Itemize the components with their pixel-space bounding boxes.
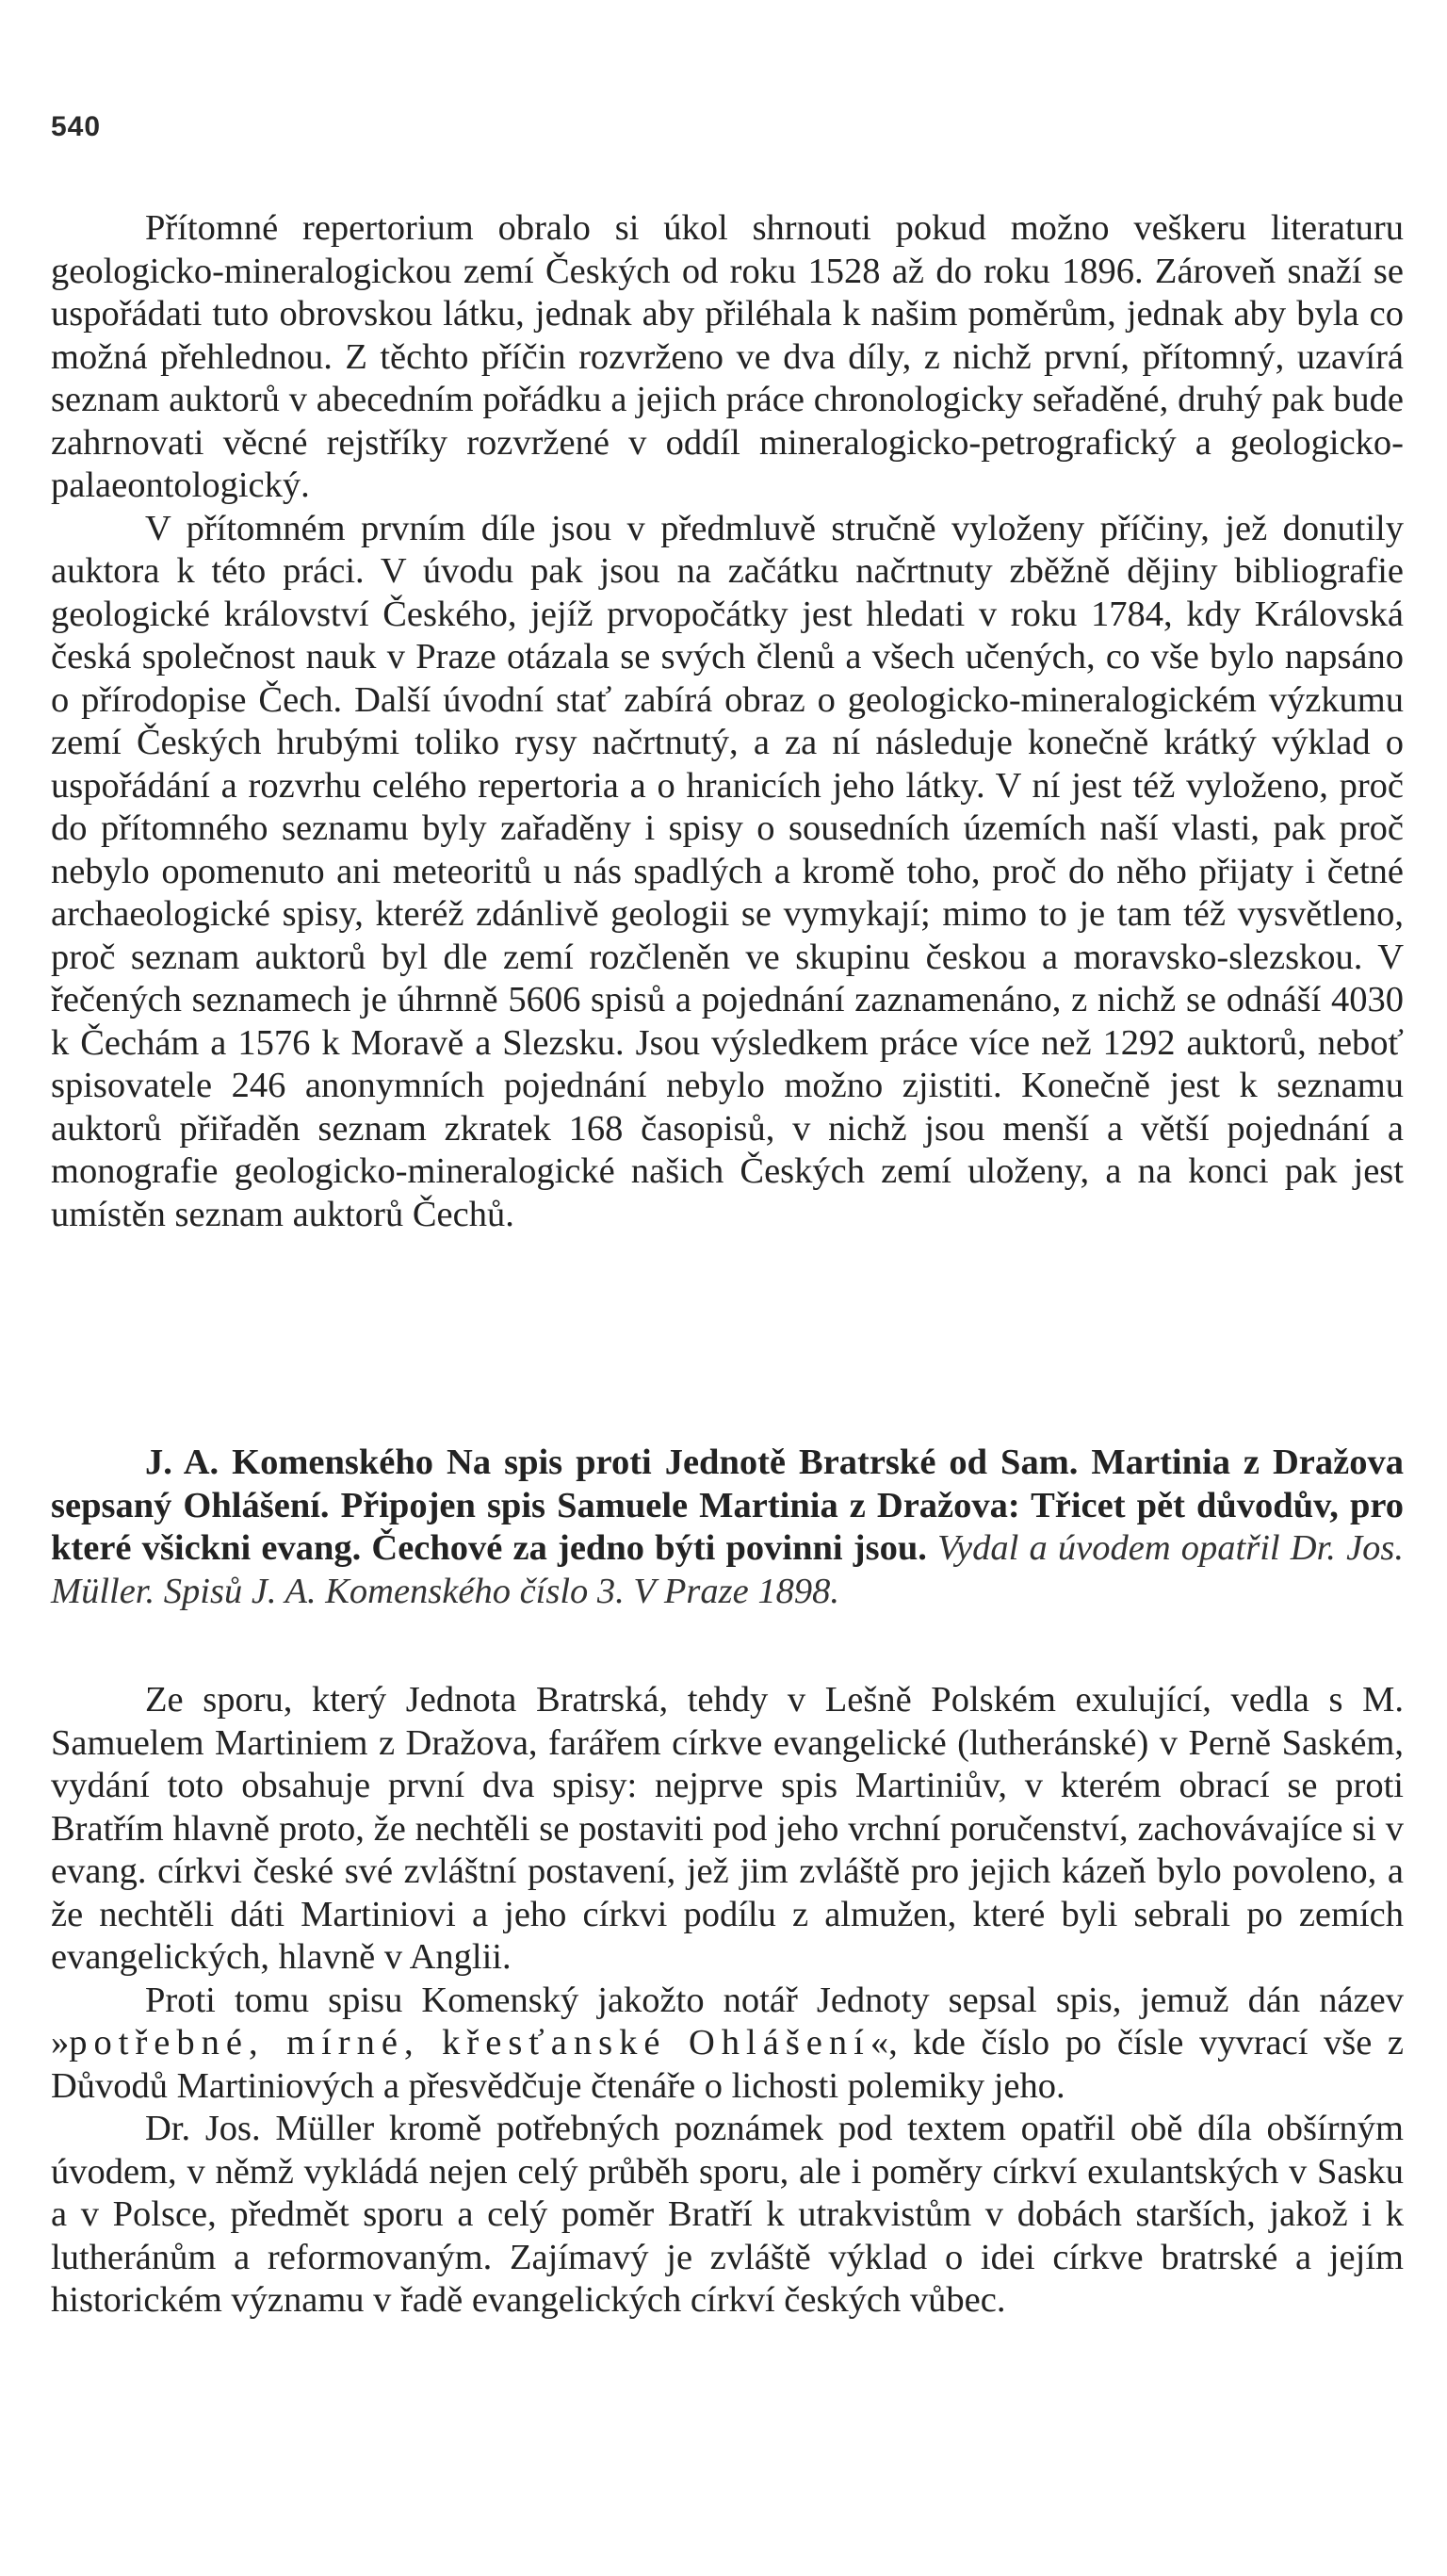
intro-paragraph-2: V přítomném prvním díle jsou v předmluvě stručně vyloženy příčiny, jež donutily auktora k této práci. V úvodu pak jsou na začátku načrtnuty zběžně dějiny bibliografie geologické království Českého, jejíž prvopočátky jest hledati v roku 1784, kdy Královská česká společnost nauk v Praze otázala se svých členů a všech učených, co vše bylo napsáno o přírodopise Čech. Další úvodní stať zabírá obraz o geologicko-mineralogickém výzkumu zemí Českých hrubými toliko rysy načrtnutý, a za ní následuje konečně krátký výklad o uspořádání a rozvrhu celého repertoria a o hranicích jeho látky. V ní jest též vyloženo, proč do přítomného seznamu byly zařaděny i spisy o sousedních územích naší vlasti, pak proč nebylo opomenuto ani meteoritů u nás spadlých a kromě toho, proč do něho přijaty i četné archaeologické spisy, kteréž zdánlivě geologii se vymykají; mimo to je tam též vysvětleno, proč seznam auktorů byl dle zemí rozčleněn ve skupinu českou a moravsko-slezskou. V řečených seznamech je úhrnně 5606 spisů a pojednání zaznamenáno, z nichž se odnáší 4030 k Čechám a 1576 k Moravě a Slezsku. Jsou výsledkem práce více než 1292 auktorů, neboť spisovatele 246 anonymních pojednání nebylo možno zjistiti. Konečně jest k seznamu auktorů přiřaděn seznam zkratek 168 časopisů, v nichž jsou menší a větší pojednání a monografie geologicko-mineralogické našich Českých zemí uloženy, a na konci pak jest umístěn seznam auktorů Čechů.	[51, 508, 1404, 1234]
intro-section	[51, 207, 1404, 1236]
intro-paragraph-1: Přítomné repertorium obralo si úkol shrnouti pokud možno veškeru literaturu geologicko-mineralogickou zemí Českých od roku 1528 až do roku 1896. Zároveň snaží se uspořádati tuto obrovskou látku, jednak aby přiléhala k našim poměrům, jednak aby byla co možná přehlednou. Z těchto příčin rozvrženo ve dva díly, z nichž první, přítomný, uzavírá seznam auktorů v abecedním pořádku a jejich práce chronologicky seřaděné, druhý pak bude zahrnovati věcné rejstříky rozvržené v oddíl mineralogicko-petrografický a geologicko-palaeontologický.	[51, 208, 1404, 505]
review-body	[51, 1679, 1404, 2323]
review-title: J. A. Komenského Na spis proti Jednotě Bratrské od Sam. Martinia z Dražova sepsaný Ohlášení. Připojen spis Samuele Martinia z Dražova: Třicet pět důvodův, pro které všickni evang. Čechové za jedno býti povinni jsou.	[51, 1443, 1404, 1568]
review-heading	[51, 1442, 1404, 1613]
review-imprint: Vydal a úvodem opatřil Dr. Jos. Müller. Spisů J. A. Komenského číslo 3. V Praze 1898.	[51, 1528, 1405, 1611]
review-paragraph-1: Ze sporu, který Jednota Bratrská, tehdy v Lešně Polském exulující, vedla s M. Samuelem Martiniem z Dražova, farářem církve evangelické (lutheránské) v Perně Saském, vydání toto obsahuje první dva spisy: nejprve spis Martiniův, v kterém obrací se proti Bratřím hlavně proto, že nechtěli se postaviti pod jeho vrchní poručenství, zachovávajíce si v evang. církvi české své zvláštní postavení, jež jim zvláště pro jejich kázeň bylo povoleno, a že nechtěli dáti Martiniovi a jeho církvi podílu z almužen, které byli sebrali po zemích evangelických, hlavně v Anglii.	[51, 1680, 1404, 1977]
review-paragraph-2	[51, 1980, 1404, 2109]
review-paragraph-2-start: Proti tomu spisu Komenský jakožto notář Jednoty sepsal spis, jemuž dán název »	[51, 1980, 1404, 2062]
review-paragraph-2-end: «, kde číslo po čísle vyvrací vše z Důvodů Martiniových a přesvědčuje čtenáře o lichosti polemiky jeho.	[51, 2023, 1404, 2106]
review-heading-block	[51, 1442, 1404, 1613]
spaced-title-ohlaseni: potřebné, mírné, křesťanské Ohlášení	[69, 2023, 870, 2062]
review-paragraph-3: Dr. Jos. Müller kromě potřebných poznámek pod textem opatřil obě díla obšírným úvodem, v němž vykládá nejen celý průběh sporu, ale i poměry církví exulantských v Sasku a v Polsce, předmět sporu a celý poměr Bratří k utrakvistům v dobách starších, jakož i k lutheránům a reformovaným. Zajímavý je zvláště výklad o idei církve bratrské a jejím historickém významu v řadě evangelických církví českých vůbec.	[51, 2109, 1404, 2320]
page-number: 540	[51, 111, 102, 142]
